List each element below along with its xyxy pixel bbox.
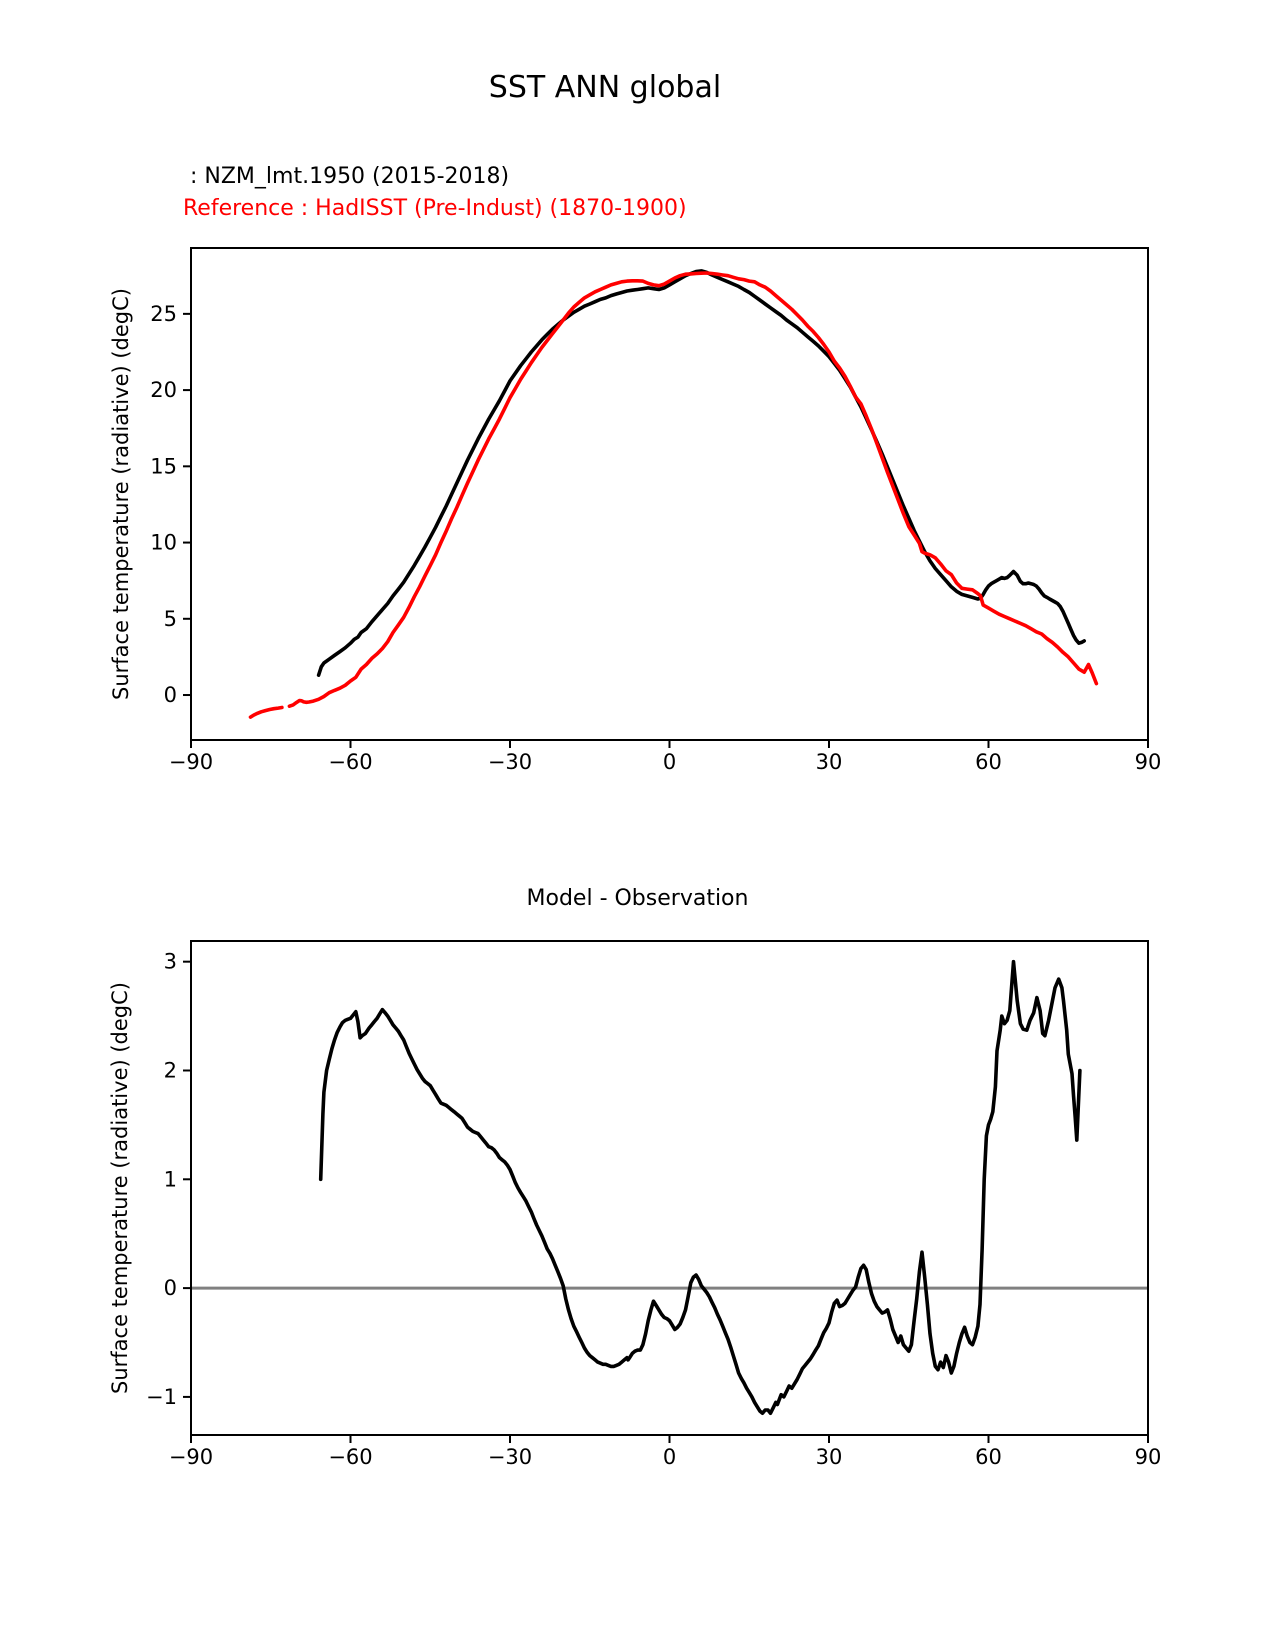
bottom-y-axis-label: Surface temperature (radiative) (degC) bbox=[108, 982, 132, 1394]
y-tick-label: 1 bbox=[163, 1167, 177, 1192]
y-tick-label: 15 bbox=[150, 454, 177, 479]
y-tick-label: 0 bbox=[163, 683, 177, 708]
x-tick-label: 0 bbox=[662, 1445, 677, 1470]
reference-line-seg1 bbox=[251, 708, 282, 718]
model-minus-observation-plot bbox=[146, 941, 1161, 1469]
top-y-axis-label: Surface temperature (radiative) (degC) bbox=[109, 288, 133, 700]
x-tick-label: 60 bbox=[975, 1445, 1002, 1470]
y-tick-label: 2 bbox=[163, 1058, 177, 1083]
y-tick-label: 3 bbox=[163, 949, 177, 974]
x-tick-label: 30 bbox=[815, 750, 843, 775]
x-tick-label: −30 bbox=[487, 750, 533, 775]
y-tick-label: 10 bbox=[150, 530, 177, 555]
y-tick-label: 25 bbox=[150, 301, 177, 326]
x-tick-label: −90 bbox=[168, 750, 214, 775]
y-tick-label: 20 bbox=[150, 378, 177, 403]
legend-model-label: : NZM_lmt.1950 (2015-2018) bbox=[183, 164, 510, 189]
x-tick-label: 60 bbox=[975, 750, 1002, 775]
x-tick-label: −30 bbox=[487, 1445, 533, 1470]
model-minus-observation-frame bbox=[191, 941, 1148, 1435]
x-tick-label: −60 bbox=[328, 1445, 373, 1470]
x-tick-label: 90 bbox=[1134, 750, 1162, 775]
x-tick-label: −60 bbox=[328, 750, 373, 775]
y-tick-label: −1 bbox=[146, 1384, 177, 1409]
sst-profile-frame bbox=[191, 248, 1148, 740]
difference-line bbox=[321, 962, 1080, 1413]
x-tick-label: 90 bbox=[1134, 1445, 1162, 1470]
figure-title: SST ANN global bbox=[488, 70, 722, 105]
reference-line-seg2 bbox=[289, 273, 1096, 706]
x-tick-label: 0 bbox=[662, 750, 677, 775]
y-tick-label: 0 bbox=[163, 1276, 177, 1301]
sst-profile-plot bbox=[150, 248, 1161, 774]
model-line bbox=[319, 271, 1085, 675]
y-tick-label: 5 bbox=[163, 606, 177, 631]
x-tick-label: −90 bbox=[168, 1445, 214, 1470]
legend-reference-label: Reference : HadISST (Pre-Indust) (1870-1900) bbox=[183, 196, 687, 221]
bottom-chart-title: Model - Observation bbox=[526, 886, 749, 911]
x-tick-label: 30 bbox=[815, 1445, 843, 1470]
